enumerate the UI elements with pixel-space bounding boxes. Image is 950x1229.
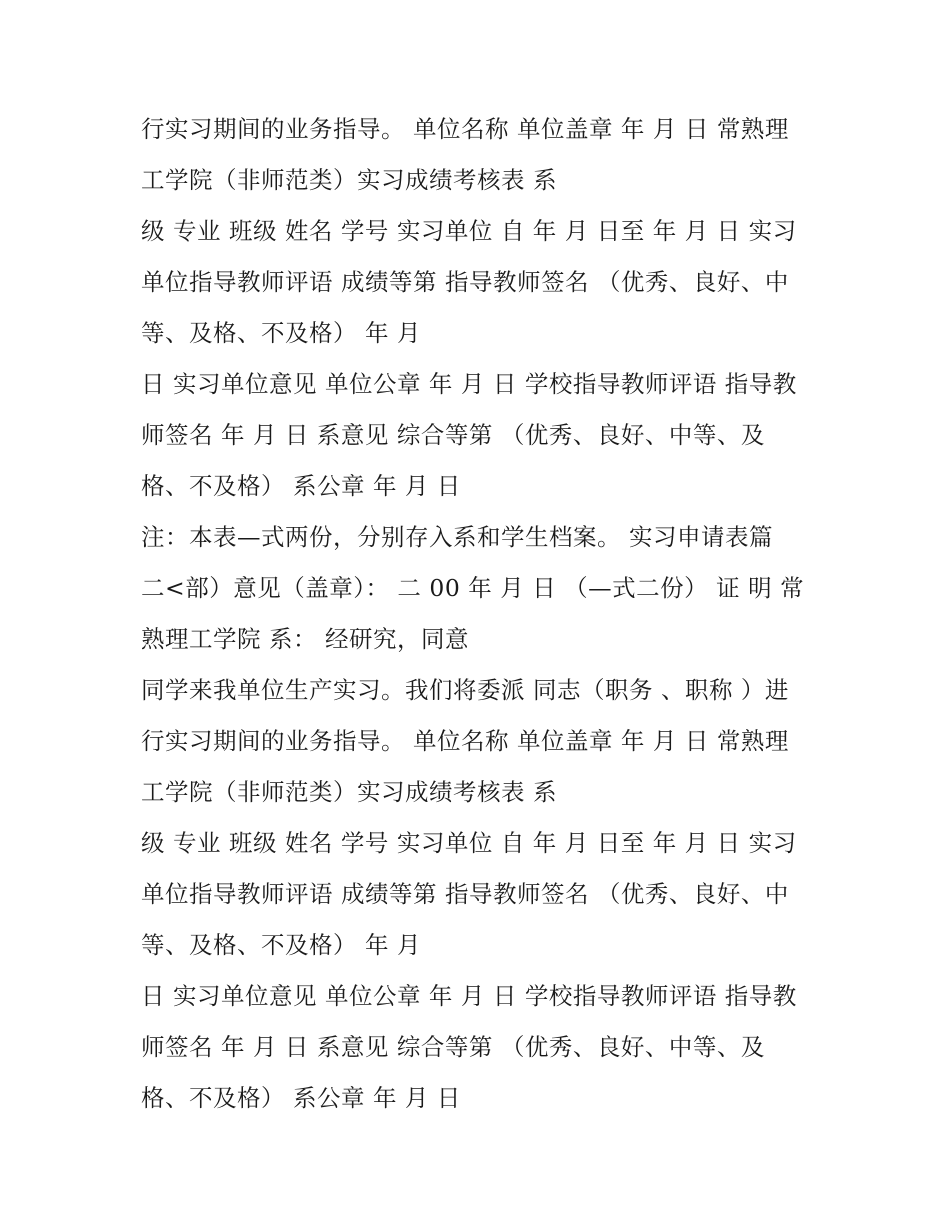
text-line: 二<部）意见（盖章）： 二 00 年 月 日 （—式二份） 证 明 常: [141, 574, 805, 602]
text-line: 工学院（非师范类）实习成绩考核表 系: [141, 166, 557, 194]
text-line: 日 实习单位意见 单位公章 年 月 日 学校指导教师评语 指导教: [141, 370, 797, 398]
text-line: 格、不及格） 系公章 年 月 日: [141, 472, 461, 500]
text-line: 级 专业 班级 姓名 学号 实习单位 自 年 月 日至 年 月 日 实习: [141, 217, 797, 245]
text-line: 行实习期间的业务指导。 单位名称 单位盖章 年 月 日 常熟理: [141, 727, 789, 755]
text-line: 级 专业 班级 姓名 学号 实习单位 自 年 月 日至 年 月 日 实习: [141, 829, 797, 857]
text-line: 同学来我单位生产实习。我们将委派 同志（职务 、职称 ）进: [141, 676, 789, 704]
document-body: [141, 104, 821, 1124]
text-line: 单位指导教师评语 成绩等第 指导教师签名 （优秀、良好、中: [141, 880, 789, 908]
text-line: 单位指导教师评语 成绩等第 指导教师签名 （优秀、良好、中: [141, 268, 789, 296]
text-line: 等、及格、不及格） 年 月: [141, 319, 421, 347]
text-line: 师签名 年 月 日 系意见 综合等第 （优秀、良好、中等、及: [141, 421, 765, 449]
text-line: 师签名 年 月 日 系意见 综合等第 （优秀、良好、中等、及: [141, 1033, 765, 1061]
text-line: 工学院（非师范类）实习成绩考核表 系: [141, 778, 557, 806]
text-line: 注：本表—式两份，分别存入系和学生档案。 实习申请表篇: [141, 523, 773, 551]
text-line: 行实习期间的业务指导。 单位名称 单位盖章 年 月 日 常熟理: [141, 115, 789, 143]
text-line: 等、及格、不及格） 年 月: [141, 931, 421, 959]
text-line: 格、不及格） 系公章 年 月 日: [141, 1084, 461, 1112]
text-line: 熟理工学院 系： 经研究，同意: [141, 625, 469, 653]
text-line: 日 实习单位意见 单位公章 年 月 日 学校指导教师评语 指导教: [141, 982, 797, 1010]
